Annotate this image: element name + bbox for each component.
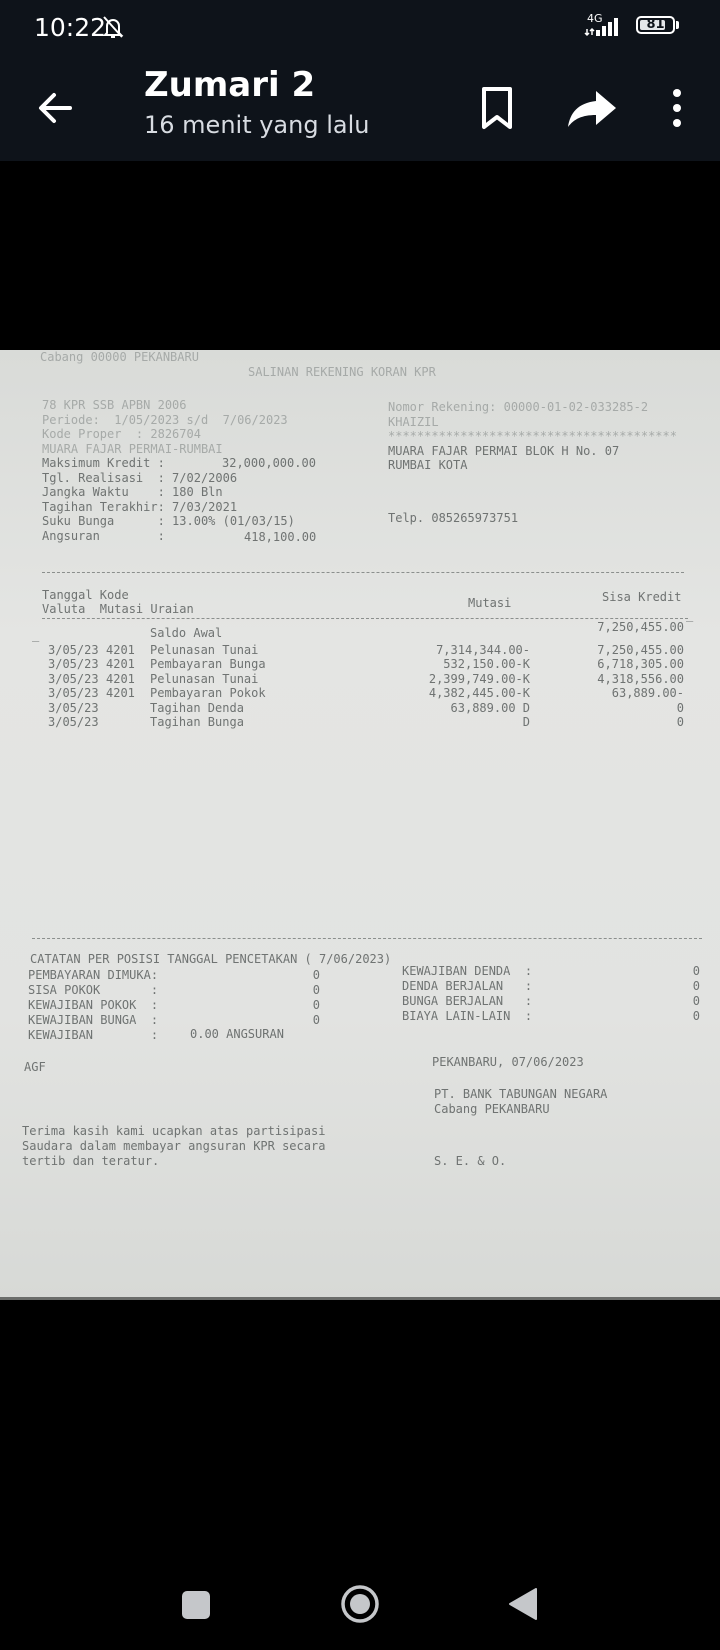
battery-percent: 81: [646, 17, 665, 32]
doc-divider: [42, 618, 688, 619]
table-row-mutasi: 63,889.00 D: [450, 700, 530, 715]
doc-footer-title: CATATAN PER POSISI TANGGAL PENCETAKAN ( 7/06/2023): [30, 952, 392, 966]
battery-cap: [676, 21, 679, 29]
footer-left-value: 0: [312, 1013, 320, 1027]
footer-right-label: BIAYA LAIN-LAIN :: [402, 1009, 533, 1023]
table-row-sisa-kredit: 6,718,305.00: [597, 657, 684, 671]
table-row-description: Pelunasan Tunai: [150, 642, 259, 657]
bookmark-icon[interactable]: [472, 81, 522, 135]
footer-right-label: BUNGA BERJALAN :: [402, 994, 533, 1008]
table-row-mutasi: 4,382,445.00-K: [428, 686, 530, 700]
footer-right-value: 0: [692, 994, 700, 1008]
table-row-date: 3/05/23: [48, 642, 99, 657]
doc-cursor-mark: _: [32, 628, 40, 642]
footer-left-label: KEWAJIBAN POKOK :: [28, 998, 159, 1012]
doc-left-info-line: Tagihan Terakhir: 7/03/2021: [42, 499, 238, 514]
doc-left-info-line: Angsuran :: [42, 528, 165, 543]
table-row-date: 3/05/23: [48, 671, 99, 686]
table-row-date: 3/05/23: [48, 657, 99, 671]
doc-col-valuta-mutasi: Valuta Mutasi Uraian: [42, 602, 194, 616]
document-photo[interactable]: [0, 350, 720, 1300]
doc-angsuran-value: 418,100.00: [244, 530, 317, 544]
doc-left-info-line: Tgl. Realisasi : 7/02/2006: [42, 470, 238, 485]
table-row-code: 4201: [106, 671, 135, 686]
page-subtitle: 16 menit yang lalu: [144, 111, 370, 139]
table-row-sisa-kredit: 7,250,455.00: [597, 620, 684, 634]
table-row-sisa-kredit: 0: [676, 715, 684, 729]
doc-left-info-line: Kode Proper : 2826704: [42, 427, 201, 441]
doc-thanks-line: tertib dan teratur.: [22, 1154, 160, 1168]
footer-right-value: 0: [692, 964, 700, 978]
table-row-code: 4201: [106, 642, 135, 657]
table-row-mutasi: 2,399,749.00-K: [428, 671, 530, 686]
table-row-date: 3/05/23: [48, 715, 99, 729]
table-row-description: Pelunasan Tunai: [150, 671, 259, 686]
doc-col-mutasi: Mutasi: [468, 596, 512, 610]
table-row-date: 3/05/23: [48, 686, 99, 700]
table-row-code: 4201: [106, 686, 135, 700]
doc-left-info-line: Maksimum Kredit :: [42, 456, 165, 470]
doc-right-info-line: Nomor Rekening: 00000-01-02-033285-2: [388, 400, 649, 414]
doc-bank-branch: Cabang PEKANBARU: [434, 1102, 550, 1116]
doc-col-tanggal-kode: Tanggal Kode: [42, 588, 129, 602]
bell-off-icon: [100, 14, 126, 40]
doc-divider: [32, 938, 702, 939]
table-row-description: Saldo Awal: [150, 626, 223, 640]
home-icon[interactable]: [340, 1584, 380, 1624]
footer-right-value: 0: [692, 979, 700, 993]
footer-left-value: 0: [312, 968, 320, 982]
doc-divider: [42, 572, 684, 573]
doc-city-date: PEKANBARU, 07/06/2023: [432, 1055, 584, 1069]
table-row-description: Tagihan Denda: [150, 700, 244, 715]
table-row-mutasi: D: [522, 715, 530, 729]
signal-icon: [584, 13, 628, 37]
doc-max-kredit-value: 32,000,000.00: [222, 456, 316, 470]
table-row-sisa-kredit: 7,250,455.00: [597, 642, 684, 657]
table-row-description: Pembayaran Bunga: [150, 657, 266, 671]
footer-left-value: 0: [312, 983, 320, 997]
footer-left-label: PEMBAYARAN DIMUKA:: [28, 968, 159, 982]
doc-left-info-line: Jangka Waktu : 180 Bln: [42, 485, 223, 499]
doc-left-info-line: Suku Bunga : 13.00% (01/03/15): [42, 514, 295, 528]
recents-icon[interactable]: [182, 1591, 210, 1619]
table-row-description: Tagihan Bunga: [150, 715, 244, 729]
doc-right-info-line: MUARA FAJAR PERMAI BLOK H No. 07: [388, 443, 620, 458]
doc-heading: SALINAN REKENING KORAN KPR: [248, 365, 436, 379]
table-row-code: 4201: [106, 657, 135, 671]
doc-telp: Telp. 085265973751: [388, 511, 519, 525]
table-row-sisa-kredit: 0: [676, 700, 684, 715]
footer-right-label: DENDA BERJALAN :: [402, 979, 533, 993]
table-row-description: Pembayaran Pokok: [150, 686, 266, 700]
footer-left-value: 0.00 ANGSURAN: [190, 1027, 284, 1041]
status-bar: [0, 0, 720, 55]
footer-left-label: SISA POKOK :: [28, 983, 159, 997]
table-row-sisa-kredit: 63,889.00-: [611, 686, 684, 700]
doc-cursor-mark: _: [686, 608, 694, 622]
footer-left-label: KEWAJIBAN BUNGA :: [28, 1013, 159, 1027]
table-row-date: 3/05/23: [48, 700, 99, 715]
more-vert-icon[interactable]: [660, 81, 694, 135]
nav-back-icon[interactable]: [508, 1587, 538, 1621]
doc-thanks-line: Terima kasih kami ucapkan atas partisipasi: [22, 1124, 326, 1138]
doc-agf: AGF: [24, 1060, 46, 1074]
doc-left-info-line: Periode: 1/05/2023 s/d 7/06/2023: [42, 412, 288, 427]
doc-bank-name: PT. BANK TABUNGAN NEGARA: [434, 1087, 608, 1101]
share-icon[interactable]: [564, 81, 620, 135]
doc-right-info-line: RUMBAI KOTA: [388, 458, 468, 472]
back-arrow-icon[interactable]: [30, 81, 84, 135]
table-row-sisa-kredit: 4,318,556.00: [597, 671, 684, 686]
doc-thanks-line: Saudara dalam membayar angsuran KPR secara: [22, 1139, 326, 1153]
doc-col-sisa-kredit: Sisa Kredit: [602, 590, 682, 604]
doc-signoff: S. E. & O.: [434, 1154, 507, 1168]
app-bar: [0, 55, 720, 161]
footer-right-label: KEWAJIBAN DENDA :: [402, 964, 533, 978]
footer-left-label: KEWAJIBAN :: [28, 1028, 159, 1042]
doc-right-info-line: KHAIZIL: [388, 414, 439, 429]
footer-right-value: 0: [692, 1009, 700, 1023]
network-type-label: 4G: [587, 12, 603, 25]
doc-left-info-line: 78 KPR SSB APBN 2006: [42, 398, 187, 412]
table-row-mutasi: 532,150.00-K: [443, 657, 530, 671]
status-time: 10:22: [34, 13, 107, 42]
doc-branch-top: Cabang 00000 PEKANBARU: [40, 350, 199, 364]
table-row-mutasi: 7,314,344.00-: [436, 642, 530, 657]
page-title: Zumari 2: [144, 65, 316, 105]
footer-left-value: 0: [312, 998, 320, 1012]
doc-right-info-line: ****************************************: [388, 429, 677, 443]
paper-edge: [0, 1297, 720, 1300]
doc-left-info-line: MUARA FAJAR PERMAI-RUMBAI: [42, 441, 223, 456]
